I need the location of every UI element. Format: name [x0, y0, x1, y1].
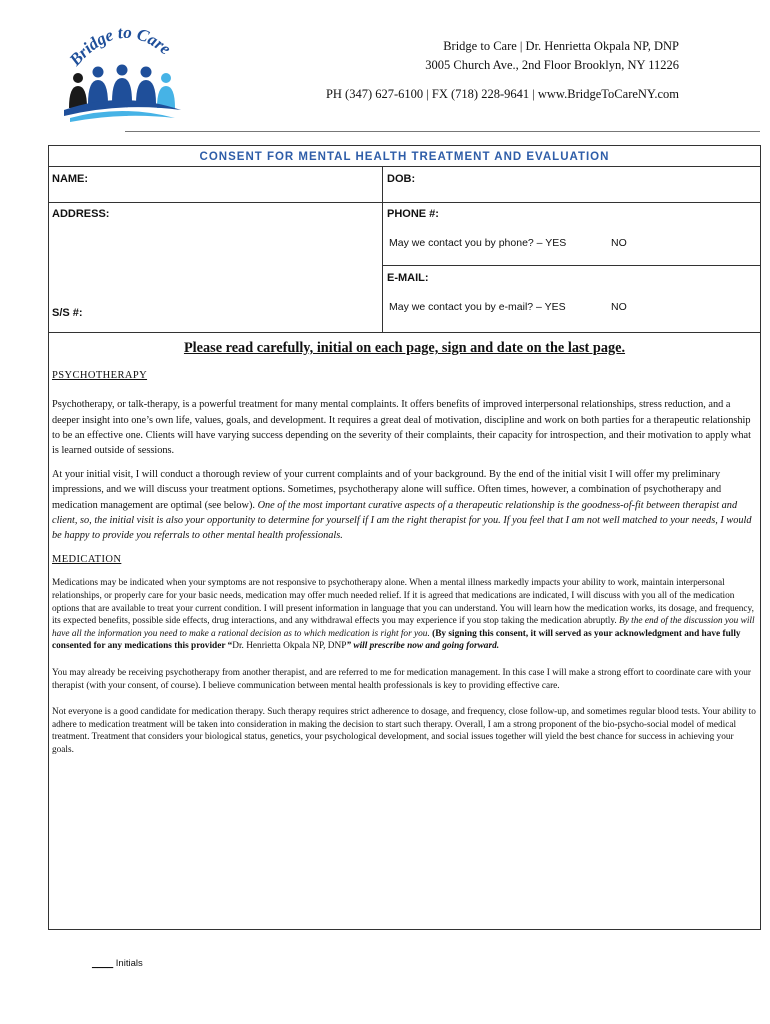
email-label: E-MAIL:	[387, 272, 429, 284]
header-line-1: Bridge to Care | Dr. Henrietta Okpala NP, DNP	[443, 39, 679, 53]
phone-contact-question	[389, 237, 627, 249]
instruction-heading: Please read carefully, initial on each page, sign and date on the last page.	[183, 340, 626, 356]
provider-name: Dr. Henrietta Okpala NP, DNP	[232, 641, 347, 652]
initial-visit-paragraph	[52, 467, 757, 543]
medication-italic-text: By the end of the discussion you will have all the information you need to make a rational decision as to which medication is right for you.	[52, 616, 755, 639]
form-title: CONSENT FOR MENTAL HEALTH TREATMENT AND EVALUATION	[199, 151, 610, 163]
email-contact-yes[interactable]: May we contact you by e-mail? – YES	[389, 301, 566, 313]
medication-consent-text: (By signing this consent, it will served as your acknowledgment and have fully consented for any medications this provider “	[52, 628, 741, 652]
prescribe-text: ” will prescribe now and going forward.	[346, 641, 500, 652]
psychotherapy-paragraph: Psychotherapy, or talk-therapy, is a powerful treatment for many mental complaints. It offers benefits of improved interpersonal relationships, stress reduction, and a deeper insight into one’s own life, values, goals, and development. It requires a great deal of motivation, discipline and work on both parties for a therapeutic relationship to be an effective one. Clients will have varying success depending on the severity of their complaints, their capacity for introspection, and their motivation to apply what is learned outside of sessions.	[52, 399, 751, 457]
initials-label: Initials	[113, 958, 143, 969]
divider	[49, 332, 760, 333]
name-label: NAME:	[52, 173, 89, 185]
dob-label: DOB:	[387, 173, 416, 185]
consent-form	[48, 145, 761, 930]
psychotherapy-heading: PSYCHOTHERAPY	[52, 370, 148, 382]
coordination-paragraph: You may already be receiving psychotherapy from another therapist, and are referred to me for medication management. In this case I will make a strong effort to coordinate care with your therapist (with your consent, of course). I believe communication between mental health professionals is key to providing effective care.	[52, 668, 751, 691]
divider	[382, 166, 383, 332]
svg-text:Bridge to Care: Bridge to Care	[65, 22, 175, 70]
consent-body	[52, 341, 757, 766]
header-divider	[125, 131, 760, 132]
divider	[49, 202, 760, 203]
initials-field[interactable]	[92, 958, 143, 969]
medication-paragraph	[52, 577, 757, 653]
initial-visit-text: At your initial visit, I will conduct a thorough review of your current complaints and of your background. By the end of the initial visit I will offer my preliminary impressions, and we will discuss your treatment options. Sometimes, psychotherapy alone will suffice. Often times, however, a combination of psychotherapy and medication management are optimal (see below).	[52, 469, 722, 511]
letterhead	[326, 37, 679, 104]
phone-contact-no[interactable]: NO	[611, 237, 627, 249]
medication-text: Medications may be indicated when your symptoms are not responsive to psychotherapy alone. When a mental illness markedly impacts your ability to work, maintain interpersonal relationships, or properly care for your basic needs, medication may offer much needed relief. If it is agreed that medications are indicated, I will discuss with you all of the medication options that are available to treat your current condition. I will present information in language that you can understand. You will learn how the medication works, its dosage, and frequency, its expected benefits, possible side effects, drug interactions, and any withdrawal effects you may experience if you stop taking the medication abruptly.	[52, 578, 754, 627]
email-contact-no[interactable]: NO	[611, 301, 627, 313]
phone-label: PHONE #:	[387, 208, 439, 220]
header-line-2: 3005 Church Ave., 2nd Floor Brooklyn, NY 11226	[425, 58, 679, 72]
divider	[382, 265, 760, 266]
address-label: ADDRESS:	[52, 208, 110, 220]
initials-blank[interactable]: ____	[92, 958, 114, 969]
phone-contact-yes[interactable]: May we contact you by phone? – YES	[389, 237, 567, 249]
medication-heading: MEDICATION	[52, 554, 122, 566]
goodness-of-fit-text: One of the most important curative aspects of a therapeutic relationship is the goodness-of-fit between therapist and client, so, the initial visit is also your opportunity to determine for yourself if I am the right therapist for you. If you feel that I am not well matched to your needs, I would be happy to provide you referrals to other mental health professionals.	[52, 499, 752, 542]
candidate-paragraph: Not everyone is a good candidate for medication therapy. Such therapy requires strict adherence to dosage, and frequency, close follow-up, and sometimes regular blood tests. Your ability to adhere to medication treatment will be taken into consideration in making the decision to start such therapy. Overall, I am a strong proponent of the bio-psycho-social model of medical treatment. Treatment that considers your biological status, genetics, your psychological development, and social issues together will yield the best chance for success in achieving your goals.	[52, 707, 756, 755]
ss-label: S/S #:	[52, 307, 83, 319]
email-contact-question	[389, 301, 627, 313]
header-contact-line: PH (347) 627-6100 | FX (718) 228-9641 | www.BridgeToCareNY.com	[325, 87, 679, 101]
bridge-to-care-logo	[60, 18, 185, 123]
divider	[49, 166, 760, 167]
